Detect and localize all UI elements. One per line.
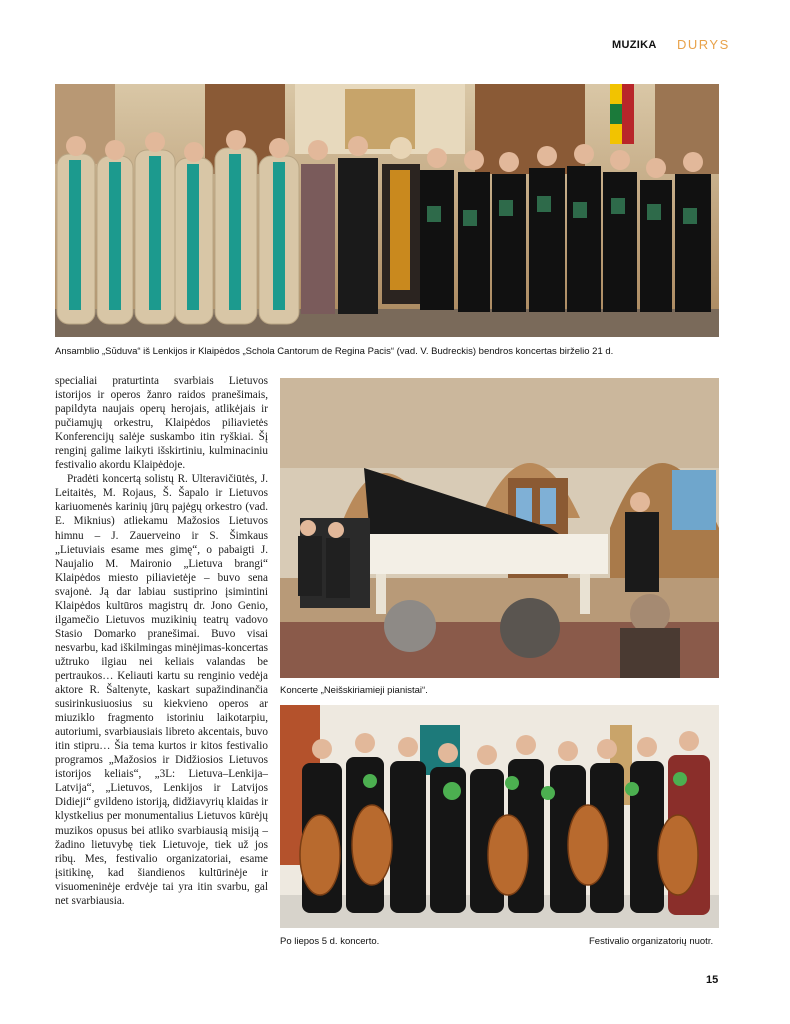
photo-credit: Festivalio organizatorių nuotr. <box>589 936 714 947</box>
section-label: MUZIKA <box>612 39 657 51</box>
article-paragraph: specialiai praturtinta svarbiais Lietuvos istorijos ir operos žanro raidos pranešimais, papildyta naujais operų herojais, atlikėjais ir pučiamųjų orkestru, Klaipėdos piliavietės Konferencijų salėje suskambo itin ryškiai. Šį renginį galime laikyti išskirtiniu, kulminaciniu festivalio akordu Klaipėdoje. <box>55 375 268 472</box>
cello-ensemble-photo <box>280 705 719 928</box>
pianists-photo-caption: Koncerte „Neišskiriamieji pianistai“. <box>280 685 428 696</box>
pianists-photo <box>280 378 719 678</box>
choir-photo <box>55 84 719 337</box>
cello-photo-caption: Po liepos 5 d. koncerto. <box>280 936 380 947</box>
choir-photo-caption: Ansamblio „Sūduva“ iš Lenkijos ir Klaipėdos „Schola Cantorum de Regina Pacis“ (vad. V. Budreckis) bendros koncertas birželio 21 d. <box>55 346 614 357</box>
magazine-logo: DURYS <box>677 37 730 52</box>
article-body <box>55 374 268 908</box>
page-number: 15 <box>706 974 719 986</box>
article-paragraph: Pradėti koncertą solistų R. Ulteravičiūtės, J. Leitaitės, M. Rojaus, Š. Šapalo ir Lietuvos kariuomenės karinių jūrų pajėgų orkestro (vad. E. Miknius) atliekamu Mažosios Lietuvos himnu – J. Zauerveino ir S. Šimkaus „Lietuviais esame mes gimę“, o pabaigti J. Naujalio M. Maironio „Lietuva brangi“ Klaipėdos miesto piliavietėje – buvo sena svajonė. Ją dar labiau sustiprino įsimintini Klaipėdos kultūros magistrų dr. Jono Genio, ilgamečio Lietuvos muzikinių teatrų vadovo Stasio Domarko pranešimai. Buvo visai nesvarbu, kad iškilmingas minėjimas-koncertas užtruko ilgiau nei keliais valandas be pertraukos… Keliauti kartu su renginio vedėja aktore R. Šaltenyte, kaskart supažindinančia susirinkusiuosius su kiekvieno operos ar miuziklo fragmento istoriniu laikotarpiu, autoriumi, svarbiausiais libreto akcentais, buvo itin stipru… Šia tema kurtos ir kitos festivalio programos „Mažosios ir Didžiosios Lietuvos istorijos keliais“, „3L: Lietuva–Lenkija–Latvija“, „Lietuvos, Lenkijos ir Latvijos Didieji“ gvildeno istoriją, didžiavyrių klaidas ir klystkelius per monumentalius Lietuvos kūrėjų muzikos opusus bei atliko svarbiausią misiją – žadino lietuvybę tiek Lietuvoje, tiek už jos ribų. Mes, festivalio organizatoriai, esame įsitikinę, kad šiandienos kultūrinėje ir visuomeninėje erdvėje tai yra itin svarbu, gal net svarbiausia. <box>55 473 268 907</box>
